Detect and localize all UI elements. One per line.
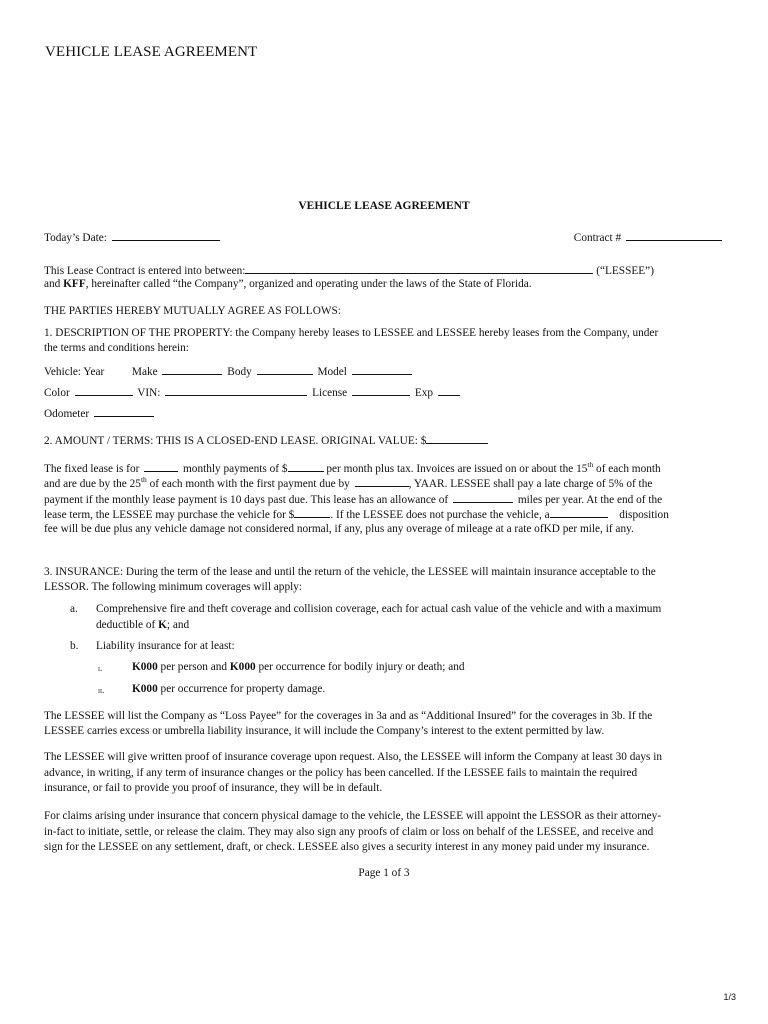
todays-date-label: Today’s Date: [44,232,107,244]
claims-line-1: For claims arising under insurance that concern physical damage to the vehicle, the LESSEE will appoint the LESSOR as their attorney- [44,810,662,822]
license-blank[interactable] [352,384,410,396]
document-header-title: VEHICLE LEASE AGREEMENT [45,44,258,60]
viewer-page-fraction: 1/3 [723,992,736,1002]
mutual-agreement-heading: THE PARTIES HEREBY MUTUALLY AGREE AS FOLLOWS: [44,305,341,317]
color-blank[interactable] [75,384,133,396]
first-payment-date-blank[interactable] [355,475,409,487]
vehicle-row-2 [44,384,462,401]
parties-line-2 [44,277,532,292]
item-a-deductible: K [158,619,167,631]
vin-blank[interactable] [165,384,307,396]
roman-marker-i: i. [98,663,103,673]
terms-text: miles per year. At the end of the [517,494,663,506]
purchase-price-blank[interactable] [294,506,330,518]
terms-line-4 [44,506,669,523]
page-number: Page 1 of 3 [358,867,410,879]
list-marker-a: a. [70,603,78,615]
vehicle-row-1 [44,363,414,380]
contract-number-blank[interactable] [626,229,722,241]
terms-text: . If the LESSEE does not purchase the vehicle, a [330,509,550,521]
monthly-payment-blank[interactable] [288,460,324,472]
odometer-blank[interactable] [94,405,154,417]
loss-payee-line-2: LESSEE carries excess or umbrella liability insurance, it will include the Company’s interest to the extent permitted by law. [44,725,605,737]
body-blank[interactable] [257,363,313,375]
make-label: Make [131,366,158,378]
terms-text: of each month with the first payment due by [146,478,350,490]
company-name: KFF [63,278,86,290]
model-label: Model [317,366,347,378]
model-blank[interactable] [352,363,412,375]
terms-text: lease term, the LESSEE may purchase the vehicle for $ [44,509,295,521]
company-description: , hereinafter called “the Company”, organized and operating under the laws of the State of Florida. [85,278,532,290]
parties-and: and [44,278,64,290]
vehicle-year-label: Vehicle: Year [44,366,105,378]
section2-text: 2. AMOUNT / TERMS: THIS IS A CLOSED-END LEASE. ORIGINAL VALUE: $ [44,435,427,447]
claims-line-2: in-fact to initiate, settle, or release the claim. They may also sign any proofs of claim or loss on behalf of the LESSEE, and receive and [44,826,654,838]
contract-number-line [574,229,724,246]
roman-i-segment: per person and [157,661,230,673]
disposition-fee-blank[interactable] [550,506,608,518]
body-label: Body [227,366,252,378]
make-blank[interactable] [162,363,222,375]
terms-superscript: th [587,460,594,470]
property-damage-amount: K000 [132,683,158,695]
number-of-payments-blank[interactable] [144,460,178,472]
loss-payee-line-1: The LESSEE will list the Company as “Loss Payee” for the coverages in 3a and as “Additional Insured” for the coverages in 3b. If the [44,710,653,722]
section2-heading [44,432,488,449]
agreement-title: VEHICLE LEASE AGREEMENT [298,200,470,212]
section3-line-1: 3. INSURANCE: During the term of the lease and until the return of the vehicle, the LESSEE will maintain insurance acceptable to the [44,566,656,578]
terms-text: and are due by the 25 [44,478,141,490]
roman-ii-text [132,682,325,697]
vin-label: VIN: [137,387,161,399]
terms-line-5: fee will be due plus any vehicle damage not considered normal, if any, plus any overage of mileage at a rate ofKD per mile, if any. [44,523,634,535]
terms-text: , YAAR. LESSEE shall pay a late charge of 5% of the [408,478,653,490]
odometer-label: Odometer [44,408,90,420]
list-marker-b: b. [70,640,79,652]
lessee-name-blank[interactable] [245,262,593,274]
proof-insurance-line-2: advance, in writing, if any term of insurance changes or the policy has been cancelled. If the LESSEE fails to maintain the required [44,767,638,779]
terms-text: of each month [593,463,661,475]
roman-marker-ii: ii. [98,685,105,695]
roman-i-text [132,660,465,675]
lessee-designation: (“LESSEE”) [596,265,654,277]
vehicle-row-3 [44,405,156,422]
contract-label: Contract # [573,232,622,244]
claims-line-3: sign for the LESSEE on any settlement, draft, or check. LESSEE also gives a security interest in any money paid under my insurance. [44,841,650,853]
todays-date-line [44,229,222,246]
terms-text: disposition [619,509,669,521]
license-label: License [312,387,348,399]
terms-superscript: th [140,475,147,485]
original-value-blank[interactable] [426,432,488,444]
item-a-text: ; and [166,619,190,631]
proof-insurance-line-1: The LESSEE will give written proof of insurance coverage upon request. Also, the LESSEE will inform the Company at least 30 days in [44,751,663,763]
bodily-injury-per-person: K000 [132,661,158,673]
terms-text: per month plus tax. Invoices are issued on or about the 15 [326,463,588,475]
exp-blank[interactable] [438,384,460,396]
roman-ii-segment: per occurrence for property damage. [157,683,326,695]
terms-text: The fixed lease is for [44,463,140,475]
item-a-line-2 [96,618,724,633]
item-b-text: Liability insurance for at least: [96,640,235,652]
section3-line-2: LESSOR. The following minimum coverages will apply: [44,581,303,593]
bodily-injury-per-occurrence: K000 [229,661,256,673]
color-label: Color [44,387,70,399]
todays-date-blank[interactable] [112,229,220,241]
exp-label: Exp [414,387,434,399]
item-a-text: deductible of [96,619,159,631]
parties-prefix: This Lease Contract is entered into between: [44,265,246,277]
mileage-allowance-blank[interactable] [453,491,513,503]
item-a-line-1: Comprehensive fire and theft coverage and collision coverage, each for actual cash value of the vehicle and with a maximum [96,603,662,615]
terms-text: monthly payments of $ [183,463,288,475]
section1-line-2: the terms and conditions herein: [44,342,189,354]
roman-i-segment: per occurrence for bodily injury or death; and [255,661,465,673]
terms-text: payment if the monthly lease payment is 10 days past due. This lease has an allowance of [44,494,449,506]
section1-line-1: 1. DESCRIPTION OF THE PROPERTY: the Company hereby leases to LESSEE and LESSEE hereby leases from the Company, under [44,327,659,339]
proof-insurance-line-3: insurance, or fail to provide you proof of insurance, they will be in default. [44,782,383,794]
terms-line-2 [44,475,652,492]
